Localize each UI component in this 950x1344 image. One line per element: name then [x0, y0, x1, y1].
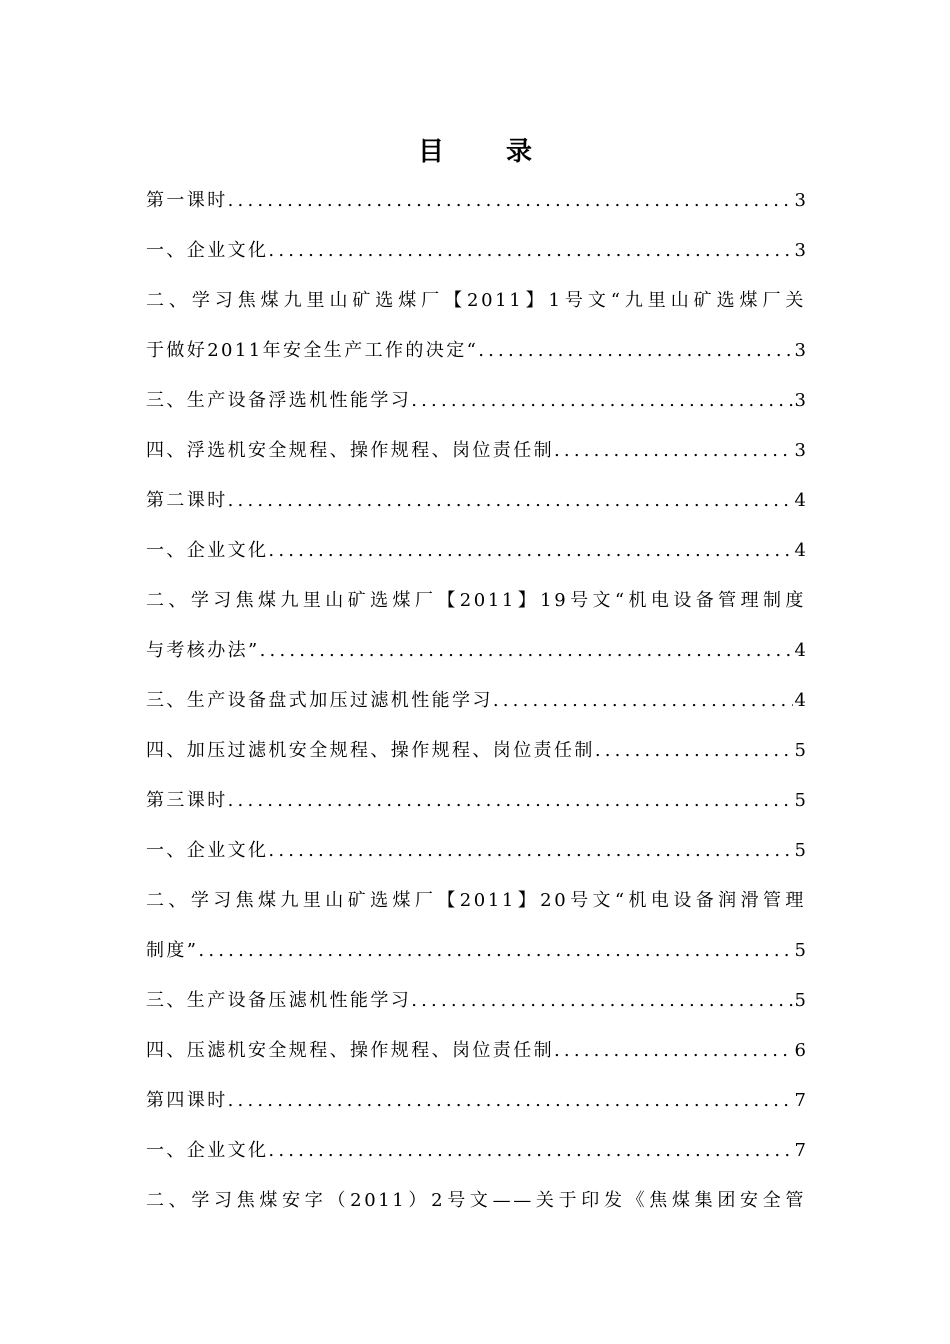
toc-entry[interactable]	[146, 826, 806, 876]
table-of-contents	[146, 176, 806, 1226]
toc-entry-first-line[interactable]: 二、学习焦煤安字（2011）2号文——关于印发《焦煤集团安全管	[146, 1190, 806, 1211]
toc-entry-label: 四、压滤机安全规程、操作规程、岗位责任制	[146, 1040, 554, 1061]
toc-entry[interactable]	[146, 726, 806, 776]
toc-page-number: 7	[794, 1140, 806, 1161]
toc-leader-dots	[268, 1126, 792, 1176]
toc-entry-label: 与考核办法”	[146, 640, 260, 661]
toc-title: 目录	[417, 137, 594, 167]
toc-leader-dots	[411, 376, 792, 426]
toc-entry-label: 一、企业文化	[146, 1140, 269, 1161]
toc-entry-label: 四、浮选机安全规程、操作规程、岗位责任制	[146, 440, 554, 461]
toc-leader-dots	[198, 926, 792, 976]
toc-page-number: 5	[794, 990, 806, 1011]
toc-leader-dots	[228, 776, 793, 826]
toc-leader-dots	[493, 676, 793, 726]
toc-page-number: 3	[794, 190, 806, 211]
toc-entry-label: 一、企业文化	[146, 540, 269, 561]
toc-page-number: 4	[794, 690, 806, 711]
toc-page-number: 3	[794, 340, 806, 361]
toc-page-number: 3	[794, 240, 806, 261]
toc-entry[interactable]	[146, 176, 806, 226]
toc-leader-dots	[228, 1076, 793, 1126]
toc-page-number: 6	[794, 1040, 806, 1061]
toc-page-number: 3	[794, 390, 806, 411]
toc-entry[interactable]	[146, 226, 806, 276]
toc-entry-first-line[interactable]: 二、学习焦煤九里山矿选煤厂【2011】19号文“机电设备管理制度	[146, 590, 806, 611]
toc-entry[interactable]	[146, 1076, 806, 1126]
toc-entry-label: 第三课时	[146, 790, 228, 811]
toc-leader-dots	[411, 976, 792, 1026]
toc-entry[interactable]	[146, 676, 806, 726]
toc-entry-label: 第四课时	[146, 1090, 228, 1111]
toc-page-number: 3	[794, 440, 806, 461]
toc-page-number: 4	[794, 640, 806, 661]
toc-entry[interactable]	[146, 426, 806, 476]
toc-leader-dots	[268, 226, 792, 276]
toc-page-number: 7	[794, 1090, 806, 1111]
toc-entry-first-line[interactable]: 二、学习焦煤九里山矿选煤厂【2011】1号文“九里山矿选煤厂关	[146, 290, 806, 311]
toc-page-number: 4	[794, 490, 806, 511]
toc-leader-dots	[554, 426, 793, 476]
toc-page-number: 5	[794, 740, 806, 761]
toc-page-number: 4	[794, 540, 806, 561]
toc-entry[interactable]	[146, 526, 806, 576]
toc-entry[interactable]	[146, 626, 806, 676]
toc-entry-label: 一、企业文化	[146, 840, 269, 861]
toc-entry-first-line[interactable]: 二、学习焦煤九里山矿选煤厂【2011】20号文“机电设备润滑管理	[146, 890, 806, 911]
toc-entry-label: 第一课时	[146, 190, 228, 211]
toc-entry-label: 三、生产设备压滤机性能学习	[146, 990, 412, 1011]
toc-leader-dots	[595, 726, 793, 776]
toc-page-number: 5	[794, 940, 806, 961]
toc-leader-dots	[478, 326, 792, 376]
toc-page-number: 5	[794, 840, 806, 861]
toc-entry-label: 于做好2011年安全生产工作的决定“	[146, 340, 479, 361]
toc-entry[interactable]	[146, 376, 806, 426]
toc-leader-dots	[228, 476, 793, 526]
toc-leader-dots	[260, 626, 793, 676]
toc-entry-label: 三、生产设备浮选机性能学习	[146, 390, 412, 411]
toc-leader-dots	[228, 176, 793, 226]
toc-entry[interactable]	[146, 1026, 806, 1076]
toc-entry-label: 制度”	[146, 940, 199, 961]
toc-leader-dots	[268, 826, 792, 876]
toc-entry-label: 第二课时	[146, 490, 228, 511]
toc-leader-dots	[554, 1026, 793, 1076]
toc-entry[interactable]	[146, 1126, 806, 1176]
toc-leader-dots	[268, 526, 792, 576]
toc-entry[interactable]	[146, 776, 806, 826]
toc-page-number: 5	[794, 790, 806, 811]
toc-entry[interactable]	[146, 976, 806, 1026]
toc-entry-label: 四、加压过滤机安全规程、操作规程、岗位责任制	[146, 740, 595, 761]
toc-entry[interactable]	[146, 926, 806, 976]
toc-entry-label: 一、企业文化	[146, 240, 269, 261]
toc-entry-label: 三、生产设备盘式加压过滤机性能学习	[146, 690, 493, 711]
toc-entry[interactable]	[146, 476, 806, 526]
toc-entry[interactable]	[146, 326, 806, 376]
